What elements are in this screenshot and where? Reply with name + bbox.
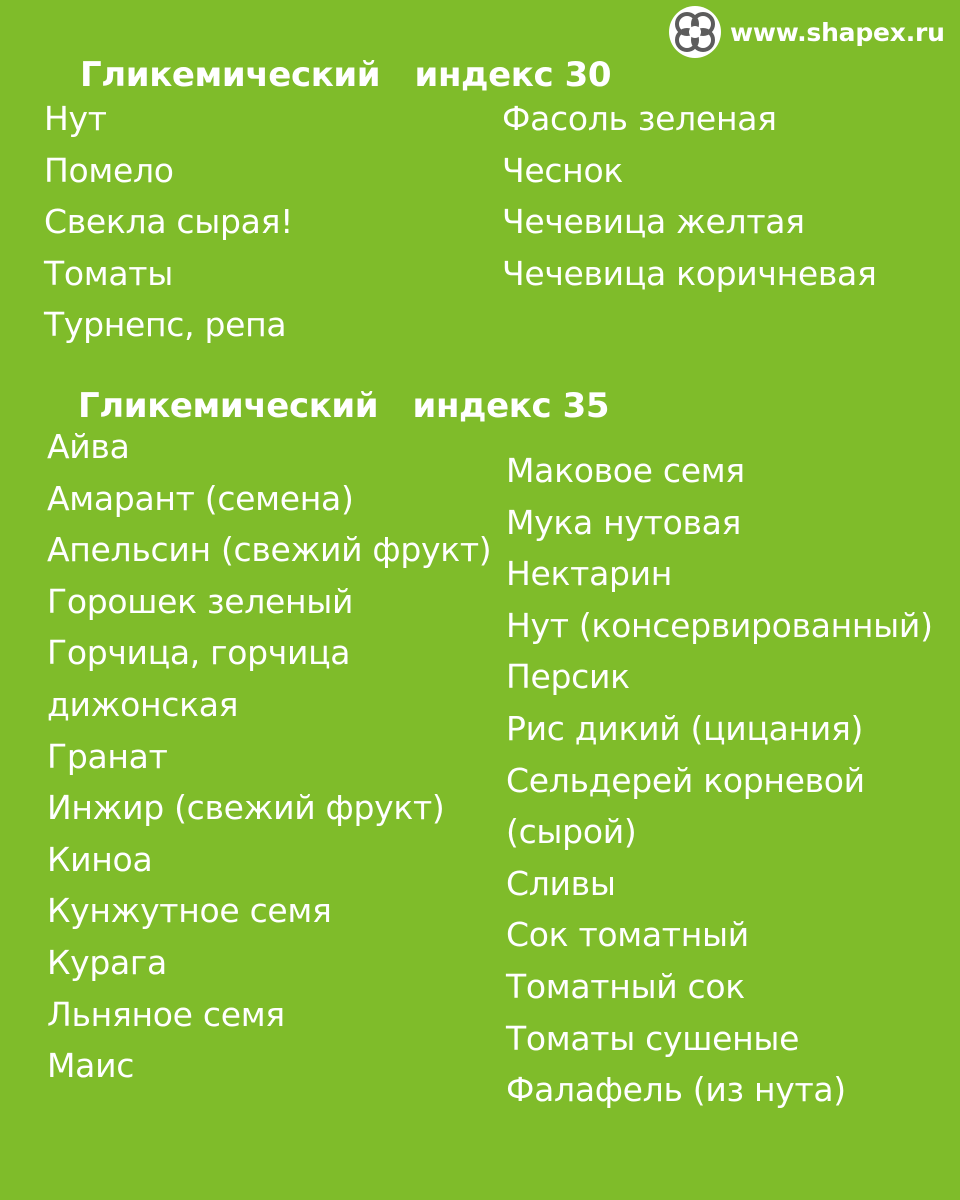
list-item: (сырой) — [506, 812, 637, 852]
list-item: Гранат — [47, 736, 168, 776]
list-item: Нут (консервированный) — [506, 605, 933, 645]
list-item: Томаты сушеные — [506, 1018, 800, 1058]
list-item: Персик — [506, 657, 630, 697]
list-item: Маис — [47, 1046, 135, 1086]
list-item: Апельсин (свежий фрукт) — [47, 530, 492, 570]
gi-30-right-list — [502, 93, 877, 299]
list-item: Горошек зеленый — [47, 581, 354, 621]
list-item: Свекла сырая! — [44, 202, 294, 242]
list-item: Чечевица коричневая — [502, 253, 877, 293]
list-item: Сок томатный — [506, 915, 749, 955]
gi-30-left-list — [44, 93, 293, 351]
list-item: Фасоль зеленая — [502, 99, 777, 138]
section-title-gi-30: Гликемический индекс 30 — [80, 55, 612, 95]
list-item: Курага — [47, 942, 167, 982]
list-item: Кунжутное семя — [47, 891, 332, 931]
section-title-gi-35: Гликемический индекс 35 — [78, 386, 610, 426]
list-item: Маковое семя — [506, 451, 745, 490]
list-item: Инжир (свежий фрукт) — [47, 788, 445, 828]
list-item: Томаты — [44, 253, 173, 293]
shapex-logo-icon — [668, 5, 722, 59]
list-item: Мука нутовая — [506, 502, 742, 542]
list-item: Нектарин — [506, 554, 673, 594]
brand-url[interactable]: www.shapex.ru — [730, 17, 945, 47]
brand-header — [668, 4, 960, 60]
list-item: Чеснок — [502, 150, 623, 190]
list-item: дижонская — [47, 684, 239, 724]
list-item: Киноа — [47, 839, 153, 879]
list-item: Рис дикий (цицания) — [506, 708, 864, 748]
list-item: Томатный сок — [506, 966, 745, 1006]
gi-35-left-list — [47, 421, 491, 1092]
list-item: Помело — [44, 150, 174, 190]
gi-35-right-list — [506, 445, 933, 1116]
list-item: Льняное семя — [47, 994, 285, 1034]
list-item: Турнепс, репа — [44, 305, 287, 345]
list-item: Сельдерей корневой — [506, 760, 865, 800]
list-item: Нут — [44, 99, 107, 138]
list-item: Чечевица желтая — [502, 202, 805, 242]
list-item: Айва — [47, 427, 130, 466]
list-item: Фалафель (из нута) — [506, 1070, 846, 1110]
list-item: Сливы — [506, 863, 616, 903]
list-item: Амарант (семена) — [47, 478, 354, 518]
list-item: Горчица, горчица — [47, 633, 351, 673]
